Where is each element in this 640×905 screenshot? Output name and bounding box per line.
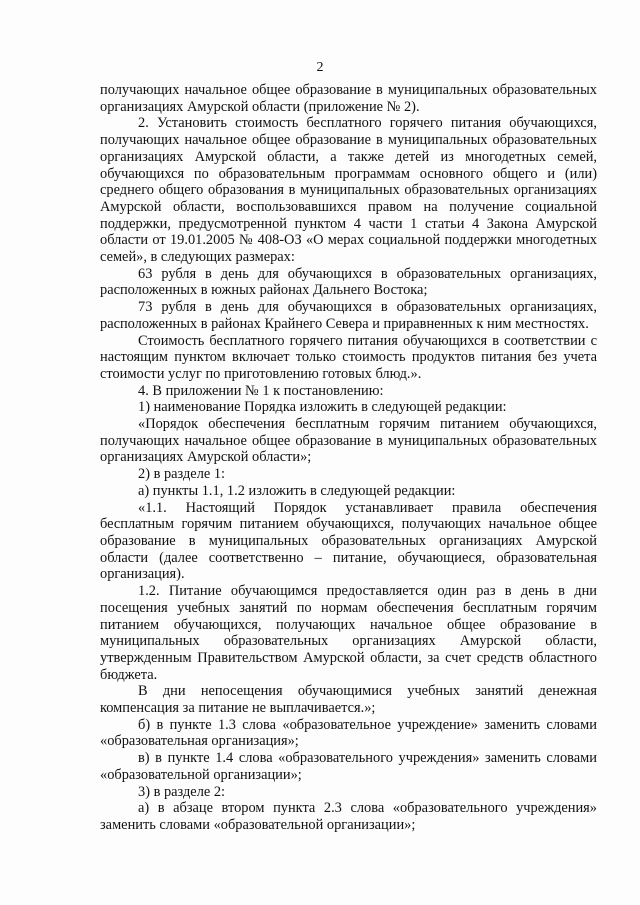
paragraph: 73 рубля в день для обучающихся в образовательных организациях, расположенных в районах Крайнего Севера и приравненных к ним местностях.	[100, 299, 597, 332]
paragraph: а) пункты 1.1, 1.2 изложить в следующей редакции:	[138, 482, 456, 499]
paragraph: 1.2. Питание обучающимся предоставляется один раз в день в дни посещения учебных занятий по нормам обеспечения бесплатным горячим питанием обучающихся, получающих начальное общее образование в муниципальных образовательных организациях Амурской области, утвержденным Правительством Амурской области, за счет средств областного бюджета.	[100, 583, 597, 683]
paragraph: В дни непосещения обучающимися учебных занятий денежная компенсация за питание не выплачивается.»;	[100, 683, 597, 717]
paragraph: 2. Установить стоимость бесплатного горячего питания обучающихся, получающих начальное общее образование в муниципальных образовательных организациях Амурской области, а также детей из многодетных семей, обучающихся по образовательным программам основного общего и (или) среднего общего образования в муниципальных образовательных организациях Амурской области, воспользовавшихся правом на получение социальной поддержки, предусмотренной пунктом 4 части 1 статьи 4 Закона Амурской области от 19.01.2005 № 408-ОЗ «О мерах социальной поддержки многодетных семей», в следующих размерах:	[100, 115, 597, 266]
document-body	[100, 82, 597, 834]
page-number: 2	[316, 60, 324, 75]
paragraph: получающих начальное общее образование в муниципальных образовательных организациях Амурской области (приложение № 2).	[100, 82, 597, 115]
paragraph: б) в пункте 1.3 слова «образовательное учреждение» заменить словами «образовательная организация»;	[100, 716, 597, 750]
paragraph: 2) в разделе 1:	[138, 466, 226, 483]
paragraph: Стоимость бесплатного горячего питания обучающихся в соответствии с настоящим пунктом включает только стоимость продуктов питания без учета стоимости услуг по приготовлению готовых блюд.».	[100, 332, 597, 382]
paragraph: «1.1. Настоящий Порядок устанавливает правила обеспечения бесплатным горячим питанием обучающихся, получающих начальное общее образование в муниципальных образовательных организациях Амурской области (далее соответственно – питание, обучающиеся, образовательная организация).	[100, 499, 597, 583]
paragraph: «Порядок обеспечения бесплатным горячим питанием обучающихся, получающих начальное общее образование в муниципальных образовательных организациях Амурской области»;	[100, 416, 597, 466]
paragraph: 4. В приложении № 1 к постановлению:	[138, 382, 384, 399]
paragraph: 1) наименование Порядка изложить в следующей редакции:	[138, 399, 507, 416]
paragraph: 63 рубля в день для обучающихся в образовательных организациях, расположенных в южных районах Дальнего Востока;	[100, 265, 597, 299]
paragraph: а) в абзаце втором пункта 2.3 слова «образовательного учреждения» заменить словами «образовательной организации»;	[100, 800, 597, 833]
paragraph: 3) в разделе 2:	[138, 783, 226, 800]
paragraph: в) в пункте 1.4 слова «образовательного учреждения» заменить словами «образовательной организации»;	[100, 750, 597, 783]
